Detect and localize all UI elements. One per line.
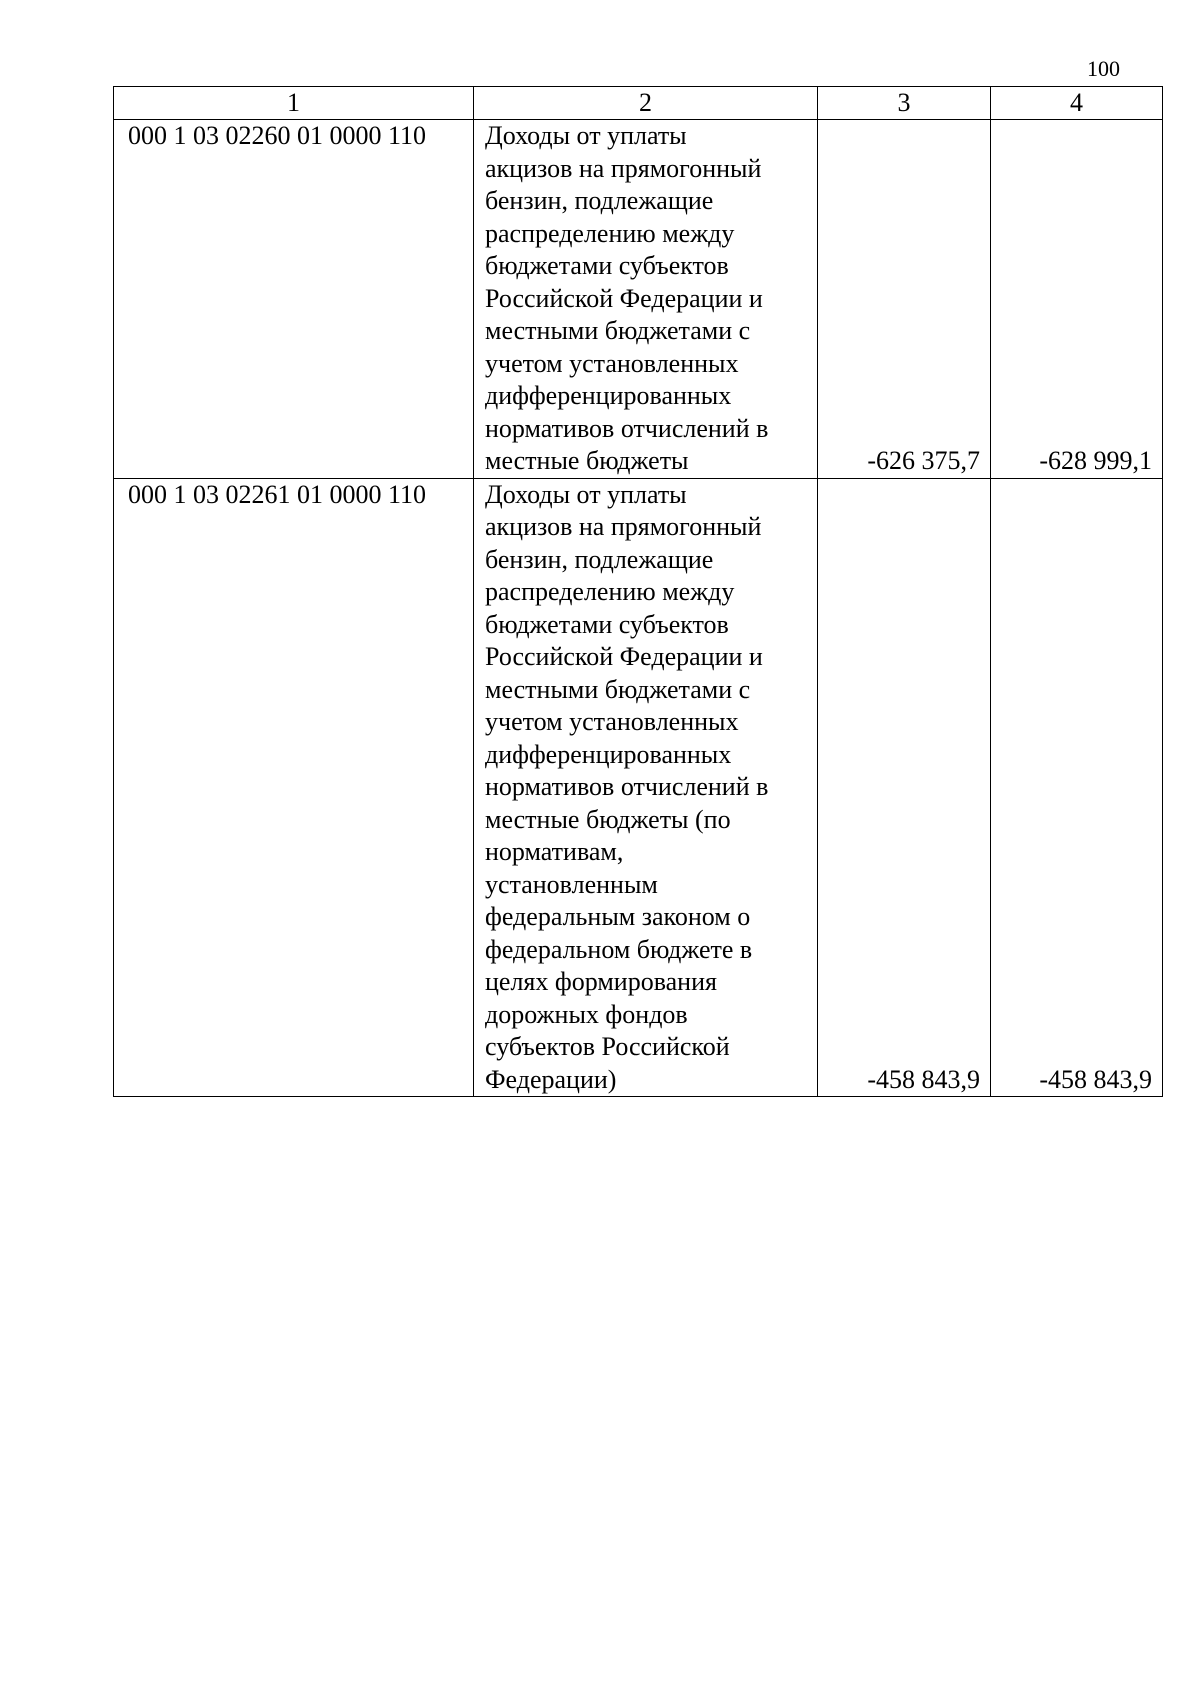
table-row: [114, 120, 1163, 479]
revenue-name-line: федеральном бюджете в: [485, 934, 753, 964]
page-number: 100: [1087, 56, 1120, 81]
revenue-name-line: местные бюджеты: [485, 446, 689, 475]
revenue-name-line: федеральным законом о: [485, 902, 751, 931]
revenue-name-line: Российской Федерации и: [485, 642, 763, 671]
table-header-row: [114, 87, 1163, 120]
revenue-name-line: дорожных фондов: [485, 999, 688, 1029]
revenue-name-line: бензин, подлежащие: [485, 544, 714, 574]
column-header-2: 2: [474, 87, 818, 120]
revenue-name-line: дифференцированных: [485, 381, 732, 410]
revenue-name-line: местными бюджетами с: [485, 674, 751, 704]
budget-revenue-table: [113, 86, 1163, 1097]
revenue-name-line: распределению между: [485, 577, 735, 606]
amount-col3-cell: -458 843,9: [818, 478, 991, 1097]
budget-code-cell: 000 1 03 02260 01 0000 110: [114, 120, 474, 479]
revenue-name-line: Федерации): [485, 1064, 617, 1094]
revenue-name-line: субъектов Российской: [485, 1032, 730, 1061]
revenue-name-line: акцизов на прямогонный: [485, 512, 762, 541]
revenue-name-cell: [474, 478, 818, 1097]
revenue-name-line: учетом установленных: [485, 348, 739, 378]
revenue-name-cell: [474, 120, 818, 479]
revenue-name-line: дифференцированных: [485, 739, 732, 769]
revenue-name-line: бюджетами субъектов: [485, 251, 729, 280]
revenue-name-line: нормативов отчислений в: [485, 772, 769, 801]
revenue-name-line: Доходы от уплаты: [485, 479, 687, 509]
amount-col4-cell: -458 843,9: [991, 478, 1163, 1097]
revenue-name-line: установленным: [485, 869, 658, 899]
budget-code-cell: 000 1 03 02261 01 0000 110: [114, 478, 474, 1097]
column-header-4: 4: [991, 87, 1163, 120]
amount-col3-cell: -626 375,7: [818, 120, 991, 479]
amount-col4-cell: -628 999,1: [991, 120, 1163, 479]
revenue-name-line: местными бюджетами с: [485, 316, 751, 345]
revenue-name-line: распределению между: [485, 218, 735, 248]
table-row: [114, 478, 1163, 1097]
revenue-name-line: нормативов отчислений в: [485, 413, 769, 443]
column-header-3: 3: [818, 87, 991, 120]
revenue-name-line: нормативам,: [485, 837, 624, 866]
revenue-name-line: местные бюджеты (по: [485, 804, 731, 834]
revenue-name-line: бюджетами субъектов: [485, 609, 729, 639]
column-header-1: 1: [114, 87, 474, 120]
revenue-name-line: учетом установленных: [485, 707, 739, 736]
revenue-name-line: целях формирования: [485, 967, 717, 996]
revenue-name-line: бензин, подлежащие: [485, 186, 714, 215]
revenue-name-line: Российской Федерации и: [485, 283, 763, 313]
revenue-name-line: Доходы от уплаты: [485, 121, 687, 150]
revenue-name-line: акцизов на прямогонный: [485, 153, 762, 183]
